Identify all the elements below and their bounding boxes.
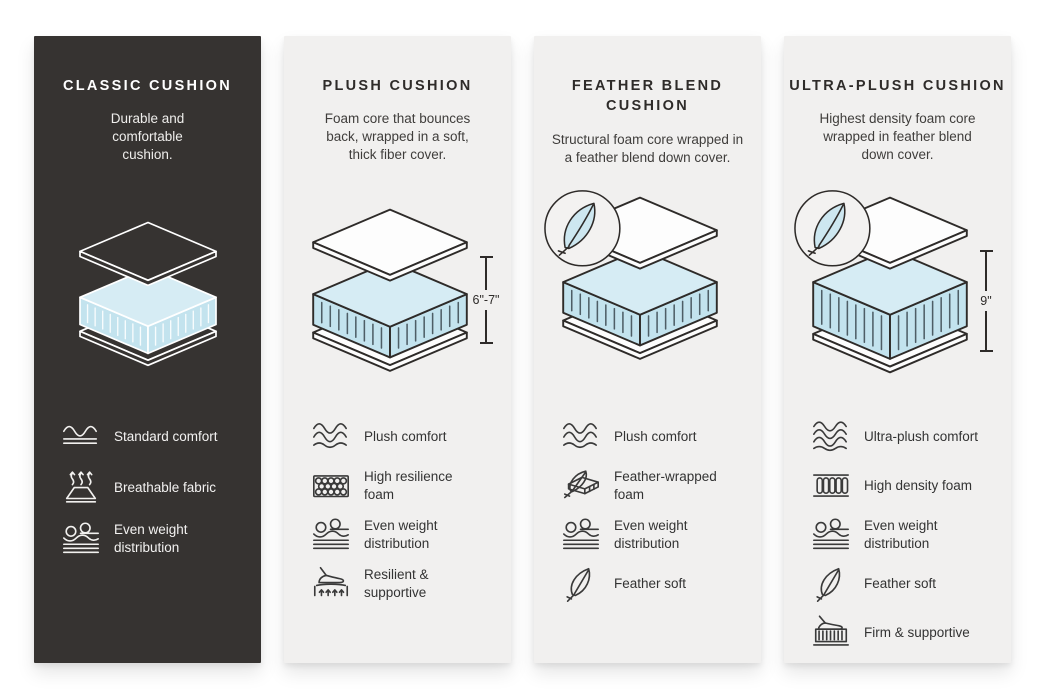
density-foam-icon xyxy=(810,467,852,505)
feature-label: Even weight distribution xyxy=(864,518,938,551)
feature-item xyxy=(310,516,501,554)
card-ultra-plush-cushion xyxy=(784,36,1011,663)
feature-label: High resilience foam xyxy=(364,469,453,502)
feature-item xyxy=(560,467,751,505)
feature-item xyxy=(310,418,501,456)
feature-list xyxy=(534,418,761,603)
feature-label: Plush comfort xyxy=(614,429,697,445)
measure-cap-bottom xyxy=(480,342,493,344)
feature-label: Even weight distribution xyxy=(614,518,688,551)
cushion-diagram xyxy=(294,200,486,388)
feature-item xyxy=(810,467,1001,505)
feature-label: Feather soft xyxy=(614,576,687,592)
feature-label: Ultra-plush comfort xyxy=(864,429,979,445)
feature-label: Feather-wrapped foam xyxy=(614,469,717,502)
feature-item xyxy=(810,418,1001,456)
feather-badge-icon xyxy=(545,191,620,266)
card-description: Structural foam core wrapped in a feather blend down cover. xyxy=(551,131,744,165)
wave-triple-icon xyxy=(810,418,852,456)
card-header xyxy=(784,36,1011,186)
feature-label: Plush comfort xyxy=(364,429,447,445)
cushion-diagram xyxy=(63,214,233,381)
weight-distribution-icon xyxy=(560,516,602,554)
feature-label: Breathable fabric xyxy=(114,480,217,496)
feather-icon xyxy=(560,565,602,603)
feature-item xyxy=(810,565,1001,603)
measure-cap-bottom xyxy=(980,350,993,352)
cushion-illustration xyxy=(34,186,261,418)
measure-line xyxy=(485,310,487,342)
cushion-diagram xyxy=(794,188,986,376)
measure-line xyxy=(985,311,987,350)
measure-line xyxy=(985,252,987,291)
card-title: CLASSIC CUSHION xyxy=(62,78,233,94)
feature-list xyxy=(284,418,511,603)
weight-distribution-icon xyxy=(810,516,852,554)
card-title: FEATHER BLEND CUSHION xyxy=(571,78,724,115)
cushion-illustration xyxy=(534,186,761,418)
wave-double-icon xyxy=(560,418,602,456)
feature-item xyxy=(810,516,1001,554)
height-measurement-label: 6"-7" xyxy=(472,293,500,307)
height-measurement xyxy=(965,250,1007,352)
feather-badge-icon xyxy=(795,191,870,266)
height-measurement xyxy=(465,256,507,344)
card-description: Durable and comfortable cushion. xyxy=(110,111,185,163)
card-header xyxy=(534,36,761,186)
feature-item xyxy=(810,614,1001,652)
feature-label: Firm & supportive xyxy=(864,625,970,641)
feature-item xyxy=(560,418,751,456)
cushion-illustration xyxy=(784,186,1011,418)
wave-double-icon xyxy=(310,418,352,456)
firm-supportive-icon xyxy=(810,614,852,652)
cushion-top-layer xyxy=(313,210,467,281)
resilient-supportive-icon xyxy=(310,565,352,603)
feature-item xyxy=(560,565,751,603)
card-header xyxy=(284,36,511,186)
cushion-diagram xyxy=(544,188,736,376)
feature-label: Resilient & supportive xyxy=(364,567,429,600)
weight-distribution-icon xyxy=(310,516,352,554)
feature-label: Even weight distribution xyxy=(364,518,438,551)
cushion-comparison-board xyxy=(34,36,1011,663)
feature-item xyxy=(60,418,251,456)
resilience-foam-icon xyxy=(310,467,352,505)
weight-distribution-icon xyxy=(60,520,102,558)
feature-item xyxy=(310,565,501,603)
feature-item xyxy=(60,469,251,507)
feature-item xyxy=(560,516,751,554)
card-title: PLUSH CUSHION xyxy=(322,78,473,94)
feature-label: Even weight distribution xyxy=(114,522,188,555)
feature-label: Standard comfort xyxy=(114,429,218,445)
cushion-top-layer xyxy=(80,222,216,285)
card-title: ULTRA-PLUSH CUSHION xyxy=(789,78,1006,94)
feature-item xyxy=(60,520,251,558)
cushion-illustration xyxy=(284,186,511,418)
wave-single-icon xyxy=(60,418,102,456)
feature-item xyxy=(310,467,501,505)
card-plush-cushion xyxy=(284,36,511,663)
feature-list xyxy=(784,418,1011,652)
feature-list xyxy=(34,418,261,558)
breathable-icon xyxy=(60,469,102,507)
card-description: Highest density foam core wrapped in feather blend down cover. xyxy=(819,111,976,163)
feather-wrapped-foam-icon xyxy=(560,467,602,505)
measure-line xyxy=(485,258,487,290)
feature-label: High density foam xyxy=(864,478,973,494)
card-classic-cushion xyxy=(34,36,261,663)
feature-label: Feather soft xyxy=(864,576,937,592)
feather-icon xyxy=(810,565,852,603)
card-header xyxy=(34,36,261,186)
card-description: Foam core that bounces back, wrapped in a soft, thick fiber cover. xyxy=(324,111,471,163)
height-measurement-label: 9" xyxy=(980,294,992,308)
card-feather-blend-cushion xyxy=(534,36,761,663)
